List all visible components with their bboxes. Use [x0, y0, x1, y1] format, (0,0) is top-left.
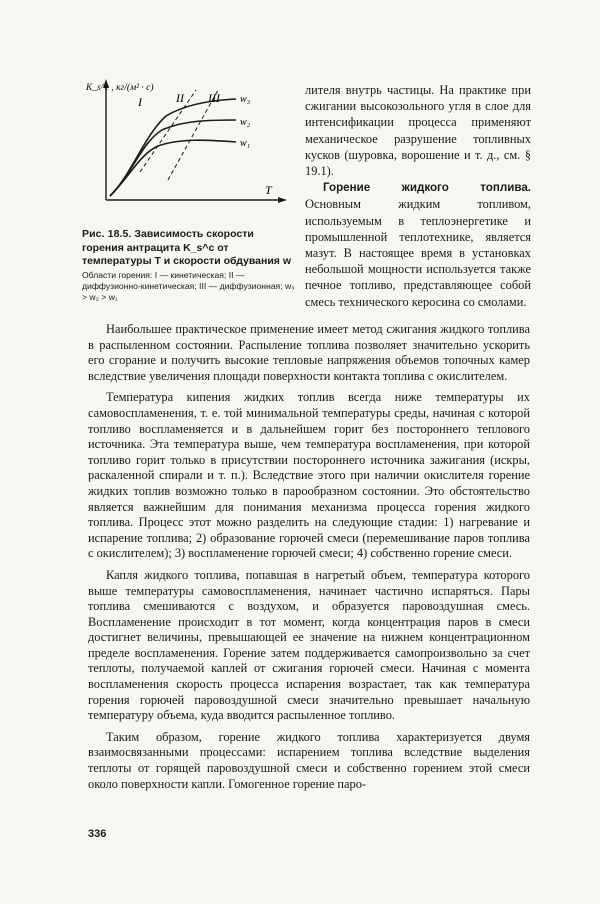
- curve-w3: [110, 99, 236, 196]
- region-label-III: III: [208, 91, 220, 105]
- paragraph-3: Капля жидкого топлива, попавшая в нагретый объем, температура которого выше температуры самовоспламенения, начинает частично испаряться. Пары топлива смешиваются с воздухом, и образуется паровоздушная смесь. Воспламенение происходит в тот момент, когда концентрация паров в смеси достигнет величины, превышающей ее значение на нижнем концентрационном пределе воспламенения. Горение затем поддерживается самопроизвольно за счет теплоты, получаемой каплей от сжигания горючей смеси. Начиная с момента воспламенения скорость процесса испарения возрастает, так как температура горения горючей паровоздушной смеси значительно превышает начальную температуру объема, куда вводится распыленное топливо.: [88, 567, 530, 723]
- paragraph-continuation: лителя внутрь частицы. На практике при сжигании высокозольного угля в слое для интенсификации процесса применяют механическое разрушение топливных кусков (шуровка, ворошение и т. д., см. § 19.1).: [305, 83, 531, 179]
- curve-w2: [110, 120, 236, 196]
- curve-label-w2: w₂: [240, 117, 251, 128]
- section-text: Основным жидким топливом, используемым в теплоэнергетике и промышленной теплотехнике, является мазут. В настоящее время в установках небольшой мощности используется также печное топливо, представляющее собой смесь технического керосина со смолами.: [305, 197, 531, 309]
- figure-caption-prefix: Рис. 18.5.: [82, 228, 132, 240]
- x-axis-label: T: [265, 183, 272, 197]
- curve-w1: [110, 140, 236, 196]
- right-column: [305, 82, 531, 310]
- region-label-I: I: [138, 95, 142, 109]
- burning-rate-graph: [84, 76, 290, 226]
- section-liquid-fuel: [305, 179, 531, 310]
- page-number: 336: [88, 828, 107, 840]
- paragraph-4: Таким образом, горение жидкого топлива характеризуется двумя взаимосвязанными процессами: испарением топлива вследствие выделения теплоты от горящей паровоздушной смеси и собственно горением этой смеси около поверхности капли. Гомогенное горение паро-: [88, 729, 530, 791]
- figure-burning-rate: [84, 76, 290, 226]
- body-text: [88, 322, 530, 798]
- curve-label-w3: w₃: [240, 94, 251, 105]
- paragraph-1: Наибольшее практическое применение имеет метод сжигания жидкого топлива в распыленном состоянии. Распыление топлива позволяет значительно ускорить его сгорание и получить высокие тепловые напряжения объемов топочных камер вследствие увеличения площади поверхности контакта топлива с окислителем.: [88, 322, 530, 383]
- x-axis-arrow: [278, 197, 287, 203]
- curve-label-w1: w₁: [240, 138, 251, 149]
- y-axis-label: K_s^c , кг/(м² · с): [86, 83, 154, 93]
- figure-legend: Области горения: I — кинетическая; II — диффузионно-кинетическая; III — диффузионная; w₃ > w₂ > w₁: [82, 270, 295, 302]
- paragraph-2: Температура кипения жидких топлив всегда ниже температуры их самовоспламенения, т. е. той минимальной температуры среды, начиная с которой топливо воспламеняется и в дальнейшем горит без постороннего теплового источника. Эта температура выше, чем температура воспламенения, при которой топливо горит только в присутствии постороннего источника зажигания (искры, раскаленной спирали и т. п.). Вследствие этого при наличии окислителя горение жидких топлив возможно только в парообразном состоянии. Это обстоятельство является важнейшим для понимания механизма процесса горения жидкого топлива. Процесс этот можно разделить на следующие стадии: 1) нагревание и испарение топлива; 2) образование горючей смеси (перемешивание паров топлива с окислителем); 3) воспламенение горючей смеси; 4) собственно горение смеси.: [88, 390, 530, 561]
- region-label-II: II: [176, 91, 184, 105]
- figure-caption-text: Зависимость скорости горения антрацита K_s^c от температуры T и скорости обдувания w: [82, 228, 292, 267]
- section-heading: Горение жидкого топлива.: [323, 181, 531, 195]
- figure-caption: [82, 228, 298, 269]
- boundary-kinetic: [140, 90, 196, 172]
